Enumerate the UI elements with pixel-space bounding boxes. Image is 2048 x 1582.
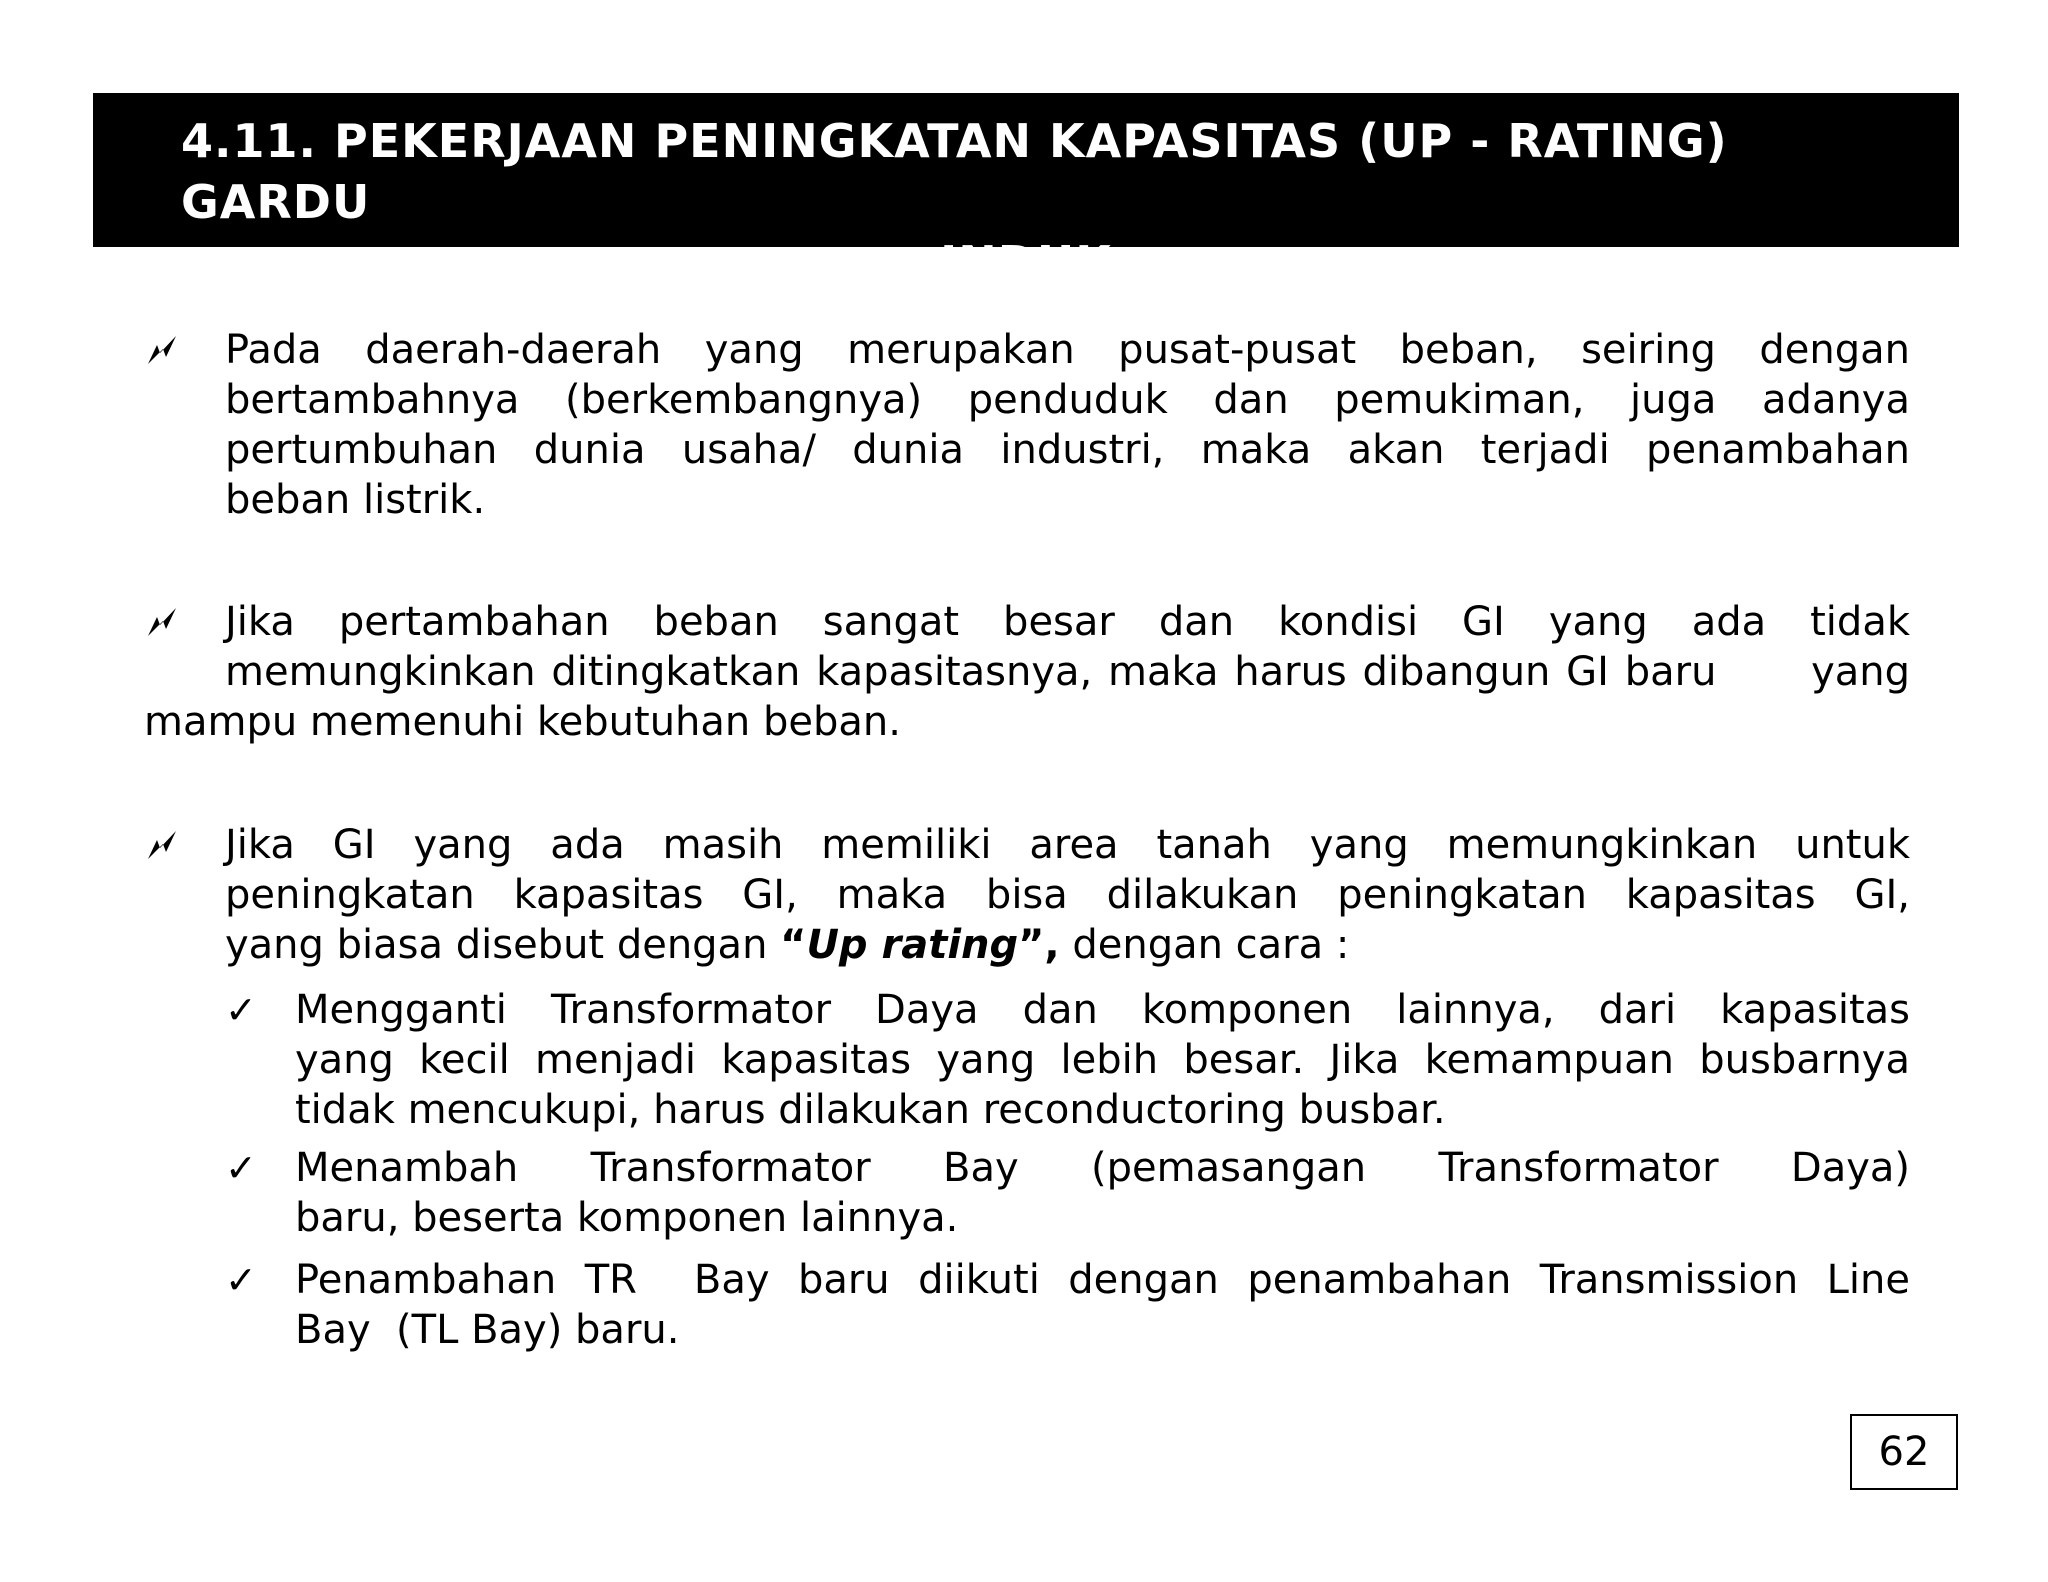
title-line-1: 4.11. PEKERJAAN PENINGKATAN KAPASITAS (UP - RATING) GARDU: [181, 114, 1728, 229]
check-1-line-2: yang kecil menjadi kapasitas yang lebih besar. Jika kemampuan busbarnya: [295, 1037, 1910, 1083]
bullet-3-line-1: Jika GI yang ada masih memiliki area tanah yang memungkinkan untuk: [225, 822, 1910, 868]
bullet-2-line-1: Jika pertambahan beban sangat besar dan kondisi GI yang ada tidak: [225, 599, 1910, 645]
check-2-line-2: baru, beserta komponen lainnya.: [295, 1195, 959, 1241]
check-3-line-1: Penambahan TR Bay baru diikuti dengan penambahan Transmission Line: [295, 1257, 1910, 1303]
checkmark-icon: ✓: [225, 1146, 257, 1190]
up-rating-emphasis: Up rating: [806, 922, 1019, 968]
bullet-1-line-4: beban listrik.: [225, 477, 486, 523]
bullet-3-line-3: yang biasa disebut dengan “Up rating”, dengan cara :: [225, 922, 1350, 968]
bullet-1-line-1: Pada daerah-daerah yang merupakan pusat-pusat beban, seiring dengan: [225, 327, 1910, 373]
bullet-3-line-2: peningkatan kapasitas GI, maka bisa dilakukan peningkatan kapasitas GI,: [225, 872, 1910, 918]
bullet-2-line-3: mampu memenuhi kebutuhan beban.: [144, 699, 901, 745]
check-1-line-1: Mengganti Transformator Daya dan komponen lainnya, dari kapasitas: [295, 987, 1910, 1033]
bullet-1-line-3: pertumbuhan dunia usaha/ dunia industri, maka akan terjadi penambahan: [225, 427, 1910, 473]
checkmark-icon: ✓: [225, 1258, 257, 1302]
check-3-line-2: Bay (TL Bay) baru.: [295, 1307, 680, 1353]
check-item-3: [225, 1255, 1910, 1355]
check-item-1: [225, 985, 1910, 1135]
check-item-2: [225, 1143, 1910, 1243]
lightning-bullet-icon: [145, 820, 225, 870]
bullet-paragraph-2: [145, 597, 1910, 747]
checkmark-icon: ✓: [225, 988, 257, 1032]
lightning-bullet-icon: [145, 597, 225, 647]
lightning-bullet-icon: [145, 325, 225, 375]
check-1-line-3: tidak mencukupi, harus dilakukan reconductoring busbar.: [295, 1087, 1446, 1133]
page-number: 62: [1850, 1414, 1958, 1490]
check-2-line-1: Menambah Transformator Bay (pemasangan Transformator Daya): [295, 1145, 1910, 1191]
bullet-1-line-2: bertambahnya (berkembangnya) penduduk dan pemukiman, juga adanya: [225, 377, 1910, 423]
title-line-2: INDUK: [940, 236, 1112, 290]
bullet-paragraph-3: [145, 820, 1910, 970]
bullet-paragraph-1: [145, 325, 1910, 525]
title-banner: [93, 93, 1959, 290]
bullet-2-line-2: memungkinkan ditingkatkan kapasitasnya, maka harus dibangun GI baru yang: [225, 649, 1910, 695]
page-title: [93, 111, 1959, 294]
